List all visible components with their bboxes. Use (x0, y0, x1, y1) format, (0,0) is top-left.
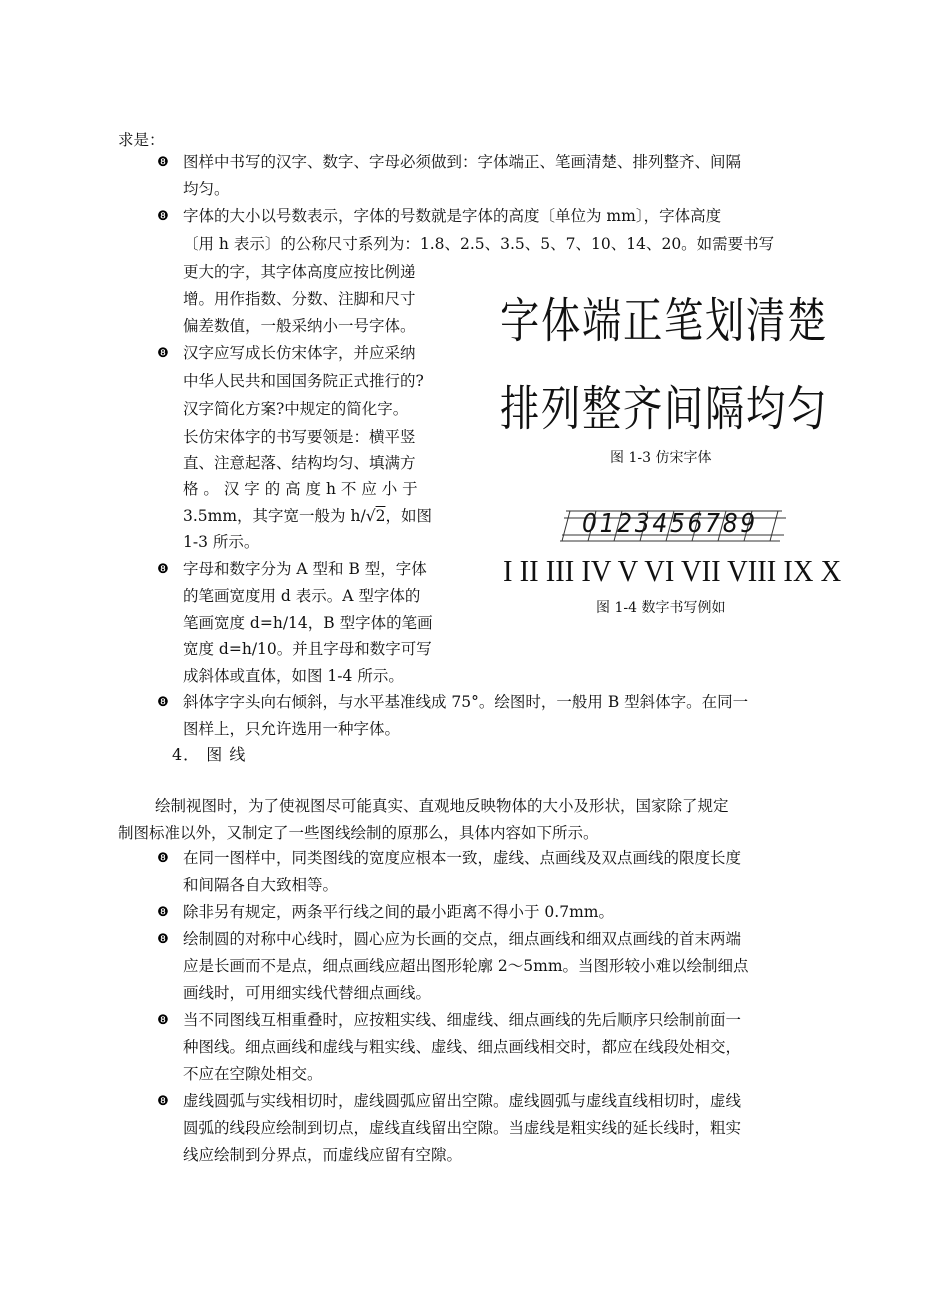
body-line: 应是长画而不是点，细点画线应超出图形轮廓 2～5mm。当图形较小难以绘制细点 (183, 957, 749, 975)
body-line: 除非另有规定，两条平行线之间的最小距离不得小于 0.7mm。 (183, 903, 614, 921)
intro-text: 求是： (118, 131, 165, 149)
body-line: 增。用作指数、分数、注脚和尺寸 (183, 290, 416, 308)
paragraph-line: 绘制视图时，为了使视图尽可能真实、直观地反映物体的大小及形状，国家除了规定 (155, 797, 729, 815)
body-line: 绘制圆的对称中心线时，圆心应为长画的交点，细点画线和细双点画线的首末两端 (183, 930, 742, 948)
sqrt-icon: √ (365, 507, 376, 525)
body-line: 成斜体或直体，如图 1-4 所示。 (183, 667, 404, 685)
body-line: 线应绘制到分界点，而虚线应留有空隙。 (183, 1146, 463, 1164)
body-line: 的笔画宽度用 d 表示。A 型字体的 (183, 587, 421, 605)
body-line: 格 。 汉 字 的 高 度 h 不 应 小 于 (183, 480, 418, 498)
bullet-icon: ❽ (157, 932, 169, 947)
figure-1-4-caption: 图 1-4 数字书写例如 (596, 600, 726, 616)
bullet-icon: ❽ (157, 1094, 169, 1109)
body-line: 种图线。细点画线和虚线与粗实线、虚线、细点画线相交时，都应在线段处相交， (183, 1038, 742, 1056)
body-line: 中华人民共和国国务院正式推行的? (183, 372, 424, 390)
body-line: 均匀。 (183, 180, 230, 198)
figure-1-3-caption: 图 1-3 仿宋字体 (610, 450, 712, 466)
body-line: 汉字简化方案?中规定的简化字。 (183, 400, 409, 418)
digit-sample: 0123456789 (582, 509, 758, 539)
body-line: 画线时，可用细实线代替细点画线。 (183, 984, 432, 1002)
bullet-icon: ❽ (157, 155, 169, 170)
body-line: 字母和数字分为 A 型和 B 型，字体 (183, 560, 427, 578)
body-line-with-sqrt (183, 504, 432, 526)
body-line: 〔用 h 表示〕的公称尺寸系列为：1.8、2.5、3.5、5、7、10、14、20。如需要书写 (183, 235, 775, 253)
body-line: 1-3 所示。 (183, 533, 260, 551)
body-text: 3.5mm，其字宽一般为 h/ (183, 507, 366, 525)
body-line: 当不同图线互相重叠时，应按粗实线、细虚线、细点画线的先后顺序只绘制前面一 (183, 1011, 742, 1029)
bullet-icon: ❽ (157, 562, 169, 577)
body-line: 斜体字字头向右倾斜，与水平基准线成 75°。绘图时，一般用 B 型斜体字。在同一 (183, 693, 749, 711)
body-line: 笔画宽度 d=h/14，B 型字体的笔画 (183, 614, 433, 632)
body-line: 在同一图样中，同类图线的宽度应根本一致，虚线、点画线及双点画线的限度长度 (183, 849, 742, 867)
body-line: 偏差数值，一般采纳小一号字体。 (183, 317, 416, 335)
figure-1-3 (500, 282, 840, 442)
body-line: 直、注意起落、结构均匀、填满方 (183, 454, 416, 472)
bullet-icon: ❽ (157, 209, 169, 224)
body-line: 图样上，只允许选用一种字体。 (183, 720, 401, 738)
body-line: 图样中书写的汉字、数字、字母必须做到：字体端正、笔画清楚、排列整齐、间隔 (183, 153, 742, 171)
bullet-icon: ❽ (157, 695, 169, 710)
body-line: 不应在空隙处相交。 (183, 1065, 323, 1083)
body-line: 汉字应写成长仿宋体字，并应采纳 (183, 344, 416, 362)
bullet-icon: ❽ (157, 346, 169, 361)
body-line: 和间隔各自大致相等。 (183, 876, 339, 894)
body-line: 长仿宋体字的书写要领是：横平竖 (183, 428, 416, 446)
bullet-icon: ❽ (157, 905, 169, 920)
paragraph-line: 制图标准以外，又制定了一些图线绘制的原那么，具体内容如下所示。 (118, 824, 599, 842)
fangsong-sample-line1: 字体端正笔划清楚 (500, 293, 829, 349)
body-line: 圆弧的线段应绘制到切点，虚线直线留出空隙。当虚线是粗实线的延长线时，粗实 (183, 1119, 742, 1137)
body-line: 宽度 d=h/10。并且字母和数字可写 (183, 640, 432, 658)
figure-1-4-digits (560, 508, 788, 544)
bullet-icon: ❽ (157, 851, 169, 866)
sqrt-value: 2 (375, 507, 386, 525)
body-line: 虚线圆弧与实线相切时，虚线圆弧应留出空隙。虚线圆弧与虚线直线相切时，虚线 (183, 1092, 742, 1110)
body-text: ，如图 (385, 507, 432, 525)
body-line: 更大的字，其字体高度应按比例递 (183, 263, 416, 281)
bullet-icon: ❽ (157, 1013, 169, 1028)
section-heading: 4． 图 线 (172, 745, 247, 764)
fangsong-sample-line2: 排列整齐间隔均匀 (500, 381, 829, 437)
roman-numeral-sample: I II III IV V VI VII VIII IX X (503, 553, 842, 588)
body-line: 字体的大小以号数表示，字体的号数就是字体的高度〔单位为 mm〕，字体高度 (183, 207, 722, 225)
